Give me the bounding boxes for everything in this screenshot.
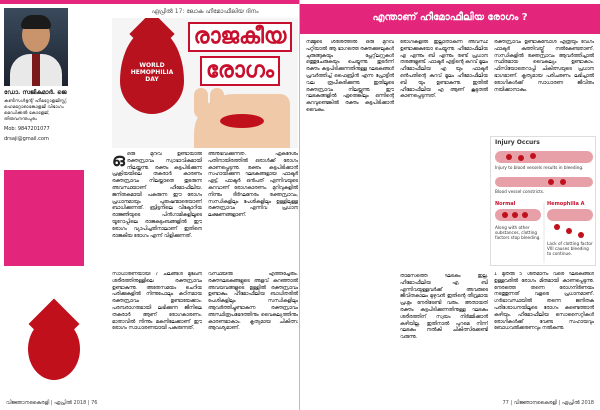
author-name: ഡോ. സജികുമാർ. ജെ: [4, 89, 67, 96]
body-column-4: വസ്ഥയിൽ എത്തിച്ചേരും. രക്തഘടകങ്ങളുടെ അളവ് കുറഞ്ഞാൽ അവയവങ്ങളുടെ ഉള്ളിൽ രക്തസ്രാവം ഉണ്ടാകും. ഹീമോഫീലിയ ബാധിതരിൽ പേശികളിലും സന്ധികളിലും ആവർത്തിച്ചുണ്ടാകുന്ന രക്തസ്രാവം അസ്ഥിരൂപഭേദത്തിനും വൈകല്യത്തിനും കാരണമാകാം. കൃത്യമായ ചികിത്സ ആവശ്യമാണ്.: [208, 272, 298, 332]
body-column-3: താമസത്തെ ഘടകം ഇല്ല. ഹീമോഫീലിയ എ, ബി എന്നിവയുള്ളവർക്ക് അവരുടെ ജീവിതകാലം മുഴുവൻ ഇതിന്റെ തീവ്രമായ പ്രശ്നം നേരിടേണ്ടി വരും. അതായത് രക്തം കട്ടപിടിക്കുന്നതിനുള്ള ഘടകം ശരീരത്തിന് സ്വയം നിർമ്മിക്കാൻ കഴിയില്ല. ഇതിനാൽ പുറമെ നിന്ന് ഘടകം നൽകി ചികിത്സിക്കേണ്ടി വരുന്നു.: [400, 274, 488, 341]
article-title-line2: രോഗം: [186, 58, 294, 84]
body-column-5: 1 മുതൽ 5 ശതമാനം വരെ ഘടകങ്ങൾ ഉള്ളവരിൽ രോഗം മിതമായി കാണപ്പെടുന്നു. നേരത്തെ തന്നെ രോഗനിർണയം നടത്തുന്നത് വളരെ പ്രധാനമാണ്. ഗർഭാവസ്ഥയിൽ തന്നെ ജനിതക പരിശോധനയിലൂടെ രോഗം കണ്ടെത്താൻ കഴിയും. ഹീമോഫീലിയ സൊസൈറ്റികൾ രോഗികൾക്ക് വേണ്ട സഹായവും ബോധവൽക്കരണവും നൽകുന്നു.: [494, 272, 594, 332]
diagram-title: Injury Occurs: [495, 139, 540, 146]
hero-image: [112, 18, 298, 148]
diagram-normal-text: Along with other substances, clotting factors stop bleeding.: [495, 225, 541, 240]
diagram-step-1: Injury to blood vessels results in bleeding.: [495, 165, 584, 170]
blood-drop-icon-large: [6, 290, 102, 386]
page-folio: 77 | വിജ്ഞാനകൈരളി | ഏപ്രിൽ 2018: [502, 400, 594, 406]
section-heading: എന്താണ് ഹീമോഫീലിയ രോഗം ?: [372, 12, 528, 23]
body-column-1: ഒഒരു മുറിവ് ഉണ്ടായാൽ രക്തസ്രാവം സ്വാഭാവികമായി നിലയ്ക്കുന്നു. രക്തം കട്ടപിടിക്കുന്ന പ്രക്രിയയിലെ തകരാർ കാരണം രക്തസ്രാവം നിലയ്ക്കാതെ തുടരുന്ന അവസ്ഥയാണ് ഹീമോഫീലിയ. ജനിതകമായി പകരുന്ന ഈ രോഗം പ്രധാനമായും പുരുഷന്മാരെയാണ് ബാധിക്കുന്നത്. ബ്രിട്ടനിലെ വിക്ടോറിയ രാജ്ഞിയുടെ പിൻഗാമികളിലൂടെ യൂറോപ്പിലെ രാജകുടുംബങ്ങളിൽ ഈ രോഗം വ്യാപിച്ചതിനാലാണ് ഇതിനെ രാജകീയ രോഗം എന്ന് വിളിക്കുന്നത്.: [112, 152, 202, 239]
author-phone: Mob: 9847201077: [4, 126, 50, 132]
right-page: [300, 0, 600, 410]
article-title-line1: രാജകീയ: [186, 24, 294, 50]
body-column-2: അനുഭവിക്കുന്നത്. ഏകദേശം പതിനായിരത്തിൽ ഒരാൾക്ക് രോഗം കാണപ്പെടുന്നു. രക്തം കട്ടപിടിക്കാൻ സഹായിക്കുന്ന ഘടകങ്ങളായ ഫാക്ടർ എട്ട്, ഫാക്ടർ ഒൻപത് എന്നിവയുടെ കുറവാണ് രോഗകാരണം. മുറിവുകളിൽ നിന്നും ദീർഘനേരം രക്തസ്രാവം, സന്ധികളിലും പേശികളിലും ഉള്ളിലുള്ള രക്തസ്രാവം എന്നിവ പ്രധാന ലക്ഷണങ്ങളാണ്.: [208, 152, 298, 219]
drop-cap: ഒ: [112, 152, 125, 171]
author-block: [4, 8, 68, 143]
body-column-4: രക്തസ്രാവം ഉണ്ടാകുമ്പോൾ എത്രയും വേഗം ഫാക്ടർ കുത്തിവയ്പ്പ് നൽകേണ്ടതാണ്. സന്ധികളിൽ രക്തസ്രാവം ആവർത്തിച്ചാൽ സ്ഥിരമായ വൈകല്യം ഉണ്ടാകാം. ഫിസിയോതെറാപ്പി ചികിത്സയുടെ പ്രധാന ഭാഗമാണ്. കൃത്യമായ പരിചരണം ലഭിച്ചാൽ രോഗികൾക്ക് സാധാരണ ജീവിതം നയിക്കാനാകും.: [494, 40, 594, 93]
top-accent-bar: [0, 0, 299, 4]
diagram-hemophilia-heading: Hemophilia A: [547, 201, 585, 207]
author-photo: [4, 8, 68, 86]
article-kicker: ഏപ്രിൽ 17: ലോക ഹീമോഫീലിയ ദിനം: [151, 8, 259, 15]
diagram-hemophilia-text: Lack of clotting factor VIII causes bleeding to continue.: [547, 241, 593, 256]
body-column-2: രോഗികളിൽ ഇല്ലാതാകുന്ന അവസ്ഥ ഉണ്ടാക്കുകയോ ചെയ്യുന്നു. ഹീമോഫീലിയ എ എന്നും ബി എന്നും രണ്ട് പ്രധാന തരങ്ങളുണ്ട്. ഫാക്ടർ എട്ടിന്റെ കുറവ് മൂലം ഹീമോഫീലിയ എ യും ഫാക്ടർ ഒൻപതിന്റെ കുറവ് മൂലം ഹീമോഫീലിയ ബി യും ഉണ്ടാകുന്നു. ഇതിൽ ഹീമോഫീലിയ എ ആണ് കൂടുതൽ കാണപ്പെടുന്നത്.: [400, 40, 488, 100]
author-bio: കൺസൾട്ടന്റ് ഹീമറ്റോളജിസ്റ്റ്, ഹെമറ്റോഓങ്കോളജി വിഭാഗം മെഡിക്കൽ കോളേജ്, തിരുവനന്തപുരം: [4, 99, 68, 122]
body-column-3: സാധാരണയായി 7 ചലങ്ങൾ മുഖേന ശരീരത്തിനുള്ളിലെ രക്തസ്രാവം ഉണ്ടാകുന്നു. അതേസമയം ചെറിയ പരിക്കുകളിൽ നിന്നുപോലും കഠിനമായ രക്തസ്രാവം ഉണ്ടായേക്കാം. പരമ്പരാഗതമായി ലഭിക്കുന്ന ജീനിലെ തകരാർ ആണ് രോഗകാരണം. മാതാവിൽ നിന്നും മകനിലേക്കാണ് ഈ രോഗം സാധാരണയായി പകരുന്നത്.: [112, 272, 202, 332]
clotting-diagram: [490, 136, 596, 266]
page-folio: വിജ്ഞാനകൈരളി | ഏപ്രിൽ 2018 | 76: [6, 400, 98, 406]
diagram-normal-heading: Normal: [495, 201, 516, 207]
pink-panel: [4, 170, 84, 266]
author-email: drsaji@gmail.com: [4, 136, 49, 142]
blood-stain: [220, 114, 264, 128]
body-column-1: നമ്മുടെ ശരീരത്തിൽ ഒരു മുറിവ് പറ്റിയാൽ ആ ഭാഗത്തെ രക്തക്കുഴലുകൾ ചുരുങ്ങുകയും പ്ലേറ്റ്‌ലറ്റുകൾ ഒത്തുചേരുകയും ചെയ്യുന്നു. തുടർന്ന് രക്തം കട്ടപിടിക്കുന്നതിനുള്ള ഘടകങ്ങൾ പ്രവർത്തിച്ച് ഫൈബ്രിൻ എന്ന പ്രോട്ടീൻ വല രൂപീകരിക്കുന്നു. ഇതിലൂടെ രക്തസ്രാവം നിലയ്ക്കുന്നു. ഈ ഘടകങ്ങളിൽ ഏതെങ്കിലും ഒന്നിന്റെ കുറവുണ്ടെങ്കിൽ രക്തം കട്ടപിടിക്കാൻ വൈകും.: [306, 40, 394, 113]
diagram-step-2: Blood vessel constricts.: [495, 189, 545, 194]
hemophilia-day-logo-text: WORLD HEMOPHILIA DAY: [130, 62, 174, 83]
